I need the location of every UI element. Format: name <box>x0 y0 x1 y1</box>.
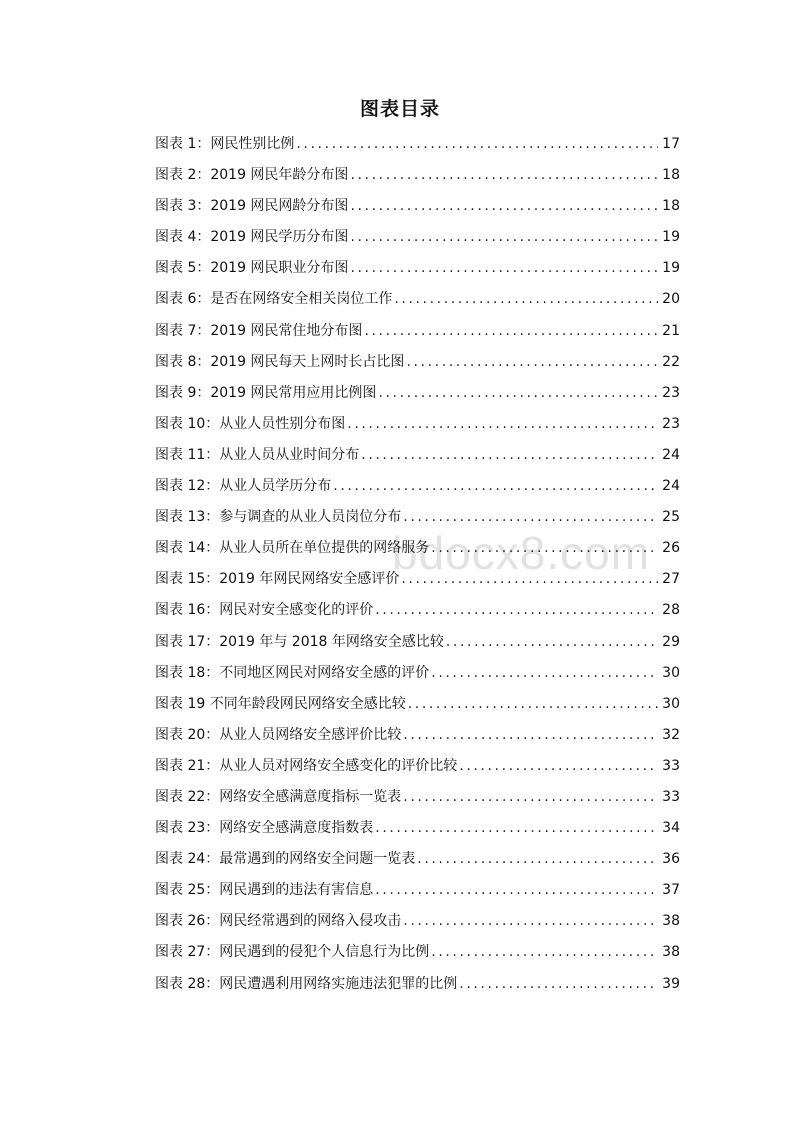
toc-entry[interactable] <box>155 284 680 315</box>
toc-entry[interactable] <box>155 906 680 937</box>
toc-entry-page-number: 30 <box>662 664 680 681</box>
toc-entry-label: 图表 18：不同地区网民对网络安全感的评价 <box>155 664 430 681</box>
toc-entry-label: 图表 24：最常遇到的网络安全问题一览表 <box>155 851 416 868</box>
toc-entry[interactable] <box>155 595 680 626</box>
toc-entry[interactable] <box>155 658 680 689</box>
toc-entry-page-number: 25 <box>662 509 680 526</box>
toc-dot-leader <box>401 564 658 595</box>
toc-dot-leader <box>375 875 658 906</box>
toc-entry-label: 图表 25：网民遇到的违法有害信息 <box>155 882 374 899</box>
toc-entry-page-number: 21 <box>662 322 680 339</box>
toc-entry-label: 图表 14：从业人员所在单位提供的网络服务 <box>155 540 430 557</box>
toc-entry-label: 图表 27：网民遇到的侵犯个人信息行为比例 <box>155 944 430 961</box>
toc-entry-page-number: 34 <box>662 820 680 837</box>
toc-entry-page-number: 17 <box>662 136 680 152</box>
toc-entry[interactable] <box>155 347 680 378</box>
toc-entry-page-number: 22 <box>662 353 680 370</box>
toc-entry-page-number: 24 <box>662 478 680 495</box>
toc-entry-label: 图表 12：从业人员学历分布 <box>155 478 332 495</box>
toc-entry-page-number: 36 <box>662 851 680 868</box>
toc-entry-page-number: 24 <box>662 446 680 463</box>
toc-entry[interactable] <box>155 533 680 564</box>
toc-entry-label: 图表 11：从业人员从业时间分布 <box>155 446 360 463</box>
toc-entry[interactable] <box>155 471 680 502</box>
toc-entry[interactable] <box>155 222 680 253</box>
toc-entry[interactable] <box>155 129 680 160</box>
toc-entry-page-number: 33 <box>662 788 680 805</box>
page-title: 图表目录 <box>359 98 440 120</box>
toc-entry-label: 图表 5：2019 网民职业分布图 <box>155 260 349 277</box>
toc-dot-leader <box>417 844 658 875</box>
toc-dot-leader <box>350 191 658 222</box>
toc-entry[interactable] <box>155 844 680 875</box>
toc-dot-leader <box>364 316 658 347</box>
toc-entry-page-number: 32 <box>662 726 680 743</box>
toc-entry-label: 图表 3：2019 网民网龄分布图 <box>155 198 349 215</box>
toc-entry-page-number: 26 <box>662 540 680 557</box>
toc-entry-label: 图表 23：网络安全感满意度指数表 <box>155 820 374 837</box>
toc-entry-label: 图表 19 不同年龄段网民网络安全感比较 <box>155 695 406 712</box>
toc-dot-leader <box>350 253 658 284</box>
toc-entry-page-number: 19 <box>662 260 680 277</box>
toc-dot-leader <box>431 658 658 689</box>
toc-dot-leader <box>394 284 658 315</box>
toc-entry-page-number: 18 <box>662 167 680 184</box>
toc-entry-label: 图表 9：2019 网民常用应用比例图 <box>155 384 377 401</box>
toc-dot-leader <box>361 440 658 471</box>
toc-dot-leader <box>403 720 658 751</box>
toc-dot-leader <box>403 502 658 533</box>
toc-entry[interactable] <box>155 813 680 844</box>
toc-entry-label: 图表 15：2019 年网民网络安全感评价 <box>155 571 400 588</box>
toc-entry-page-number: 33 <box>662 757 680 774</box>
toc-dot-leader <box>431 937 658 968</box>
toc-dot-leader <box>403 782 658 813</box>
toc-entry-page-number: 28 <box>662 602 680 619</box>
toc-entry-page-number: 23 <box>662 384 680 401</box>
toc-entry-label: 图表 21：从业人员对网络安全感变化的评价比较 <box>155 757 458 774</box>
toc-dot-leader <box>459 969 658 1000</box>
toc-entry-label: 图表 20：从业人员网络安全感评价比较 <box>155 726 402 743</box>
toc-dot-leader <box>403 906 658 937</box>
toc-entry[interactable] <box>155 502 680 533</box>
table-of-figures <box>155 129 680 1000</box>
toc-entry[interactable] <box>155 253 680 284</box>
toc-entry-page-number: 23 <box>662 415 680 432</box>
toc-entry-label: 图表 8：2019 网民每天上网时长占比图 <box>155 353 405 370</box>
toc-entry-page-number: 39 <box>662 975 680 992</box>
toc-dot-leader <box>378 378 658 409</box>
toc-entry[interactable] <box>155 969 680 1000</box>
toc-entry-label: 图表 13：参与调查的从业人员岗位分布 <box>155 509 402 526</box>
watermark: bdocx8.com <box>392 527 651 579</box>
toc-entry[interactable] <box>155 316 680 347</box>
toc-entry-page-number: 18 <box>662 198 680 215</box>
toc-dot-leader <box>446 627 658 658</box>
toc-dot-leader <box>296 129 658 160</box>
toc-entry-page-number: 37 <box>662 882 680 899</box>
toc-entry-label: 图表 22：网络安全感满意度指标一览表 <box>155 788 402 805</box>
toc-entry[interactable] <box>155 409 680 440</box>
toc-entry[interactable] <box>155 378 680 409</box>
toc-entry[interactable] <box>155 160 680 191</box>
toc-entry-label: 图表 26：网民经常遇到的网络入侵攻击 <box>155 913 402 930</box>
toc-entry-label: 图表 16：网民对安全感变化的评价 <box>155 602 374 619</box>
toc-entry[interactable] <box>155 689 680 720</box>
toc-entry[interactable] <box>155 782 680 813</box>
toc-entry-label: 图表 1：网民性别比例 <box>155 136 295 152</box>
toc-entry[interactable] <box>155 875 680 906</box>
toc-dot-leader <box>459 751 658 782</box>
toc-dot-leader <box>333 471 658 502</box>
toc-entry-label: 图表 28：网民遭遇利用网络实施违法犯罪的比例 <box>155 975 458 992</box>
toc-entry-label: 图表 4：2019 网民学历分布图 <box>155 229 349 246</box>
toc-entry-label: 图表 6：是否在网络安全相关岗位工作 <box>155 291 393 308</box>
toc-dot-leader <box>375 813 658 844</box>
toc-dot-leader <box>408 689 658 720</box>
toc-dot-leader <box>375 595 658 626</box>
toc-dot-leader <box>406 347 658 378</box>
toc-dot-leader <box>350 222 658 253</box>
toc-entry-page-number: 20 <box>662 291 680 308</box>
toc-dot-leader <box>431 533 658 564</box>
toc-entry-label: 图表 17：2019 年与 2018 年网络安全感比较 <box>155 633 444 650</box>
toc-entry[interactable] <box>155 191 680 222</box>
toc-entry-label: 图表 10：从业人员性别分布图 <box>155 415 346 432</box>
toc-entry-page-number: 27 <box>662 571 680 588</box>
toc-entry-label: 图表 7：2019 网民常住地分布图 <box>155 322 363 339</box>
toc-entry-page-number: 29 <box>662 633 680 650</box>
toc-entry[interactable] <box>155 627 680 658</box>
toc-entry-page-number: 38 <box>662 913 680 930</box>
toc-entry[interactable] <box>155 937 680 968</box>
toc-entry-page-number: 19 <box>662 229 680 246</box>
toc-entry-label: 图表 2：2019 网民年龄分布图 <box>155 167 349 184</box>
toc-entry[interactable] <box>155 720 680 751</box>
toc-dot-leader <box>350 160 658 191</box>
toc-entry[interactable] <box>155 440 680 471</box>
toc-entry[interactable] <box>155 564 680 595</box>
toc-dot-leader <box>347 409 658 440</box>
toc-entry-page-number: 38 <box>662 944 680 961</box>
toc-entry[interactable] <box>155 751 680 782</box>
toc-entry-page-number: 30 <box>662 695 680 712</box>
